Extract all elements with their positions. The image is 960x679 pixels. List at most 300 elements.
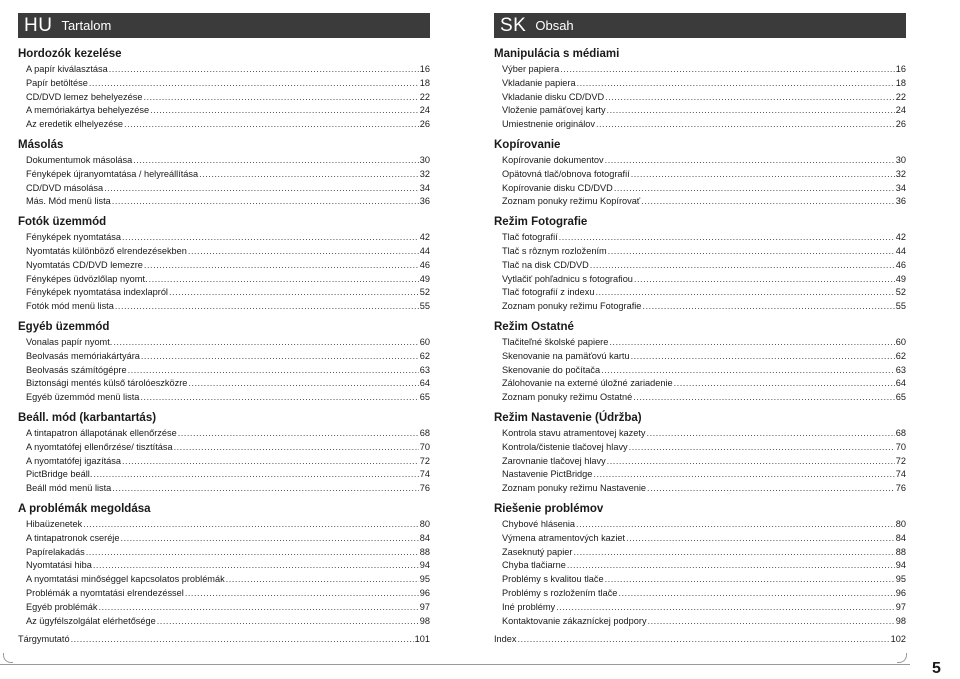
toc-entry[interactable] xyxy=(494,601,906,615)
toc-entry[interactable] xyxy=(494,77,906,91)
dot-leader xyxy=(642,300,894,314)
toc-entry[interactable] xyxy=(18,118,430,132)
dot-leader xyxy=(626,532,895,546)
toc-entry-label: CD/DVD lemez behelyezése xyxy=(26,91,143,102)
toc-index-entry[interactable] xyxy=(18,633,430,647)
toc-entry-label: Skenovanie do počítača xyxy=(502,364,601,375)
toc-entry[interactable] xyxy=(494,118,906,132)
toc-entry-label: Nastavenie PictBridge xyxy=(502,469,593,480)
toc-entry[interactable] xyxy=(494,546,906,560)
toc-entry[interactable] xyxy=(494,350,906,364)
toc-section xyxy=(494,137,906,209)
section-title: Egyéb üzemmód xyxy=(18,320,110,333)
dot-leader xyxy=(631,168,895,182)
dot-leader xyxy=(595,286,894,300)
toc-entry-page: 22 xyxy=(419,91,430,102)
dot-leader xyxy=(133,154,419,168)
toc-entry-label: Egyéb üzemmód menü lista xyxy=(26,392,140,403)
section-title: Hordozók kezelése xyxy=(18,48,122,60)
toc-entry[interactable] xyxy=(494,391,906,405)
dot-leader xyxy=(150,104,419,118)
hu-toc-column xyxy=(18,13,430,647)
toc-entry-page: 65 xyxy=(895,392,906,403)
toc-entry-label: Más. Mód menü lista xyxy=(26,196,111,207)
dot-leader xyxy=(122,231,419,245)
toc-entry[interactable] xyxy=(18,154,430,168)
toc-entry[interactable] xyxy=(494,455,906,469)
dot-leader xyxy=(115,300,419,314)
footer-corner-left xyxy=(3,653,13,663)
footer-divider xyxy=(0,664,910,665)
toc-entry[interactable] xyxy=(494,532,906,546)
section-title: Kopírovanie xyxy=(494,138,561,151)
toc-index-label: Tárgymutató xyxy=(18,634,70,645)
toc-entry[interactable] xyxy=(494,615,906,629)
toc-entry[interactable] xyxy=(494,559,906,573)
toc-entry-page: 46 xyxy=(419,259,430,270)
toc-entry-page: 42 xyxy=(419,232,430,243)
toc-entry-label: Výmena atramentových kaziet xyxy=(502,532,626,543)
dot-leader xyxy=(83,518,419,532)
dot-leader xyxy=(226,573,419,587)
dot-leader xyxy=(567,559,895,573)
toc-entry[interactable] xyxy=(494,168,906,182)
toc-entry[interactable] xyxy=(494,441,906,455)
toc-entry-page: 36 xyxy=(895,196,906,207)
toc-entry-label: Nyomtatási hiba xyxy=(26,560,92,571)
toc-entry-label: Tlač fotografií z indexu xyxy=(502,287,595,298)
toc-entry-page: 18 xyxy=(419,77,430,88)
toc-entry[interactable] xyxy=(494,364,906,378)
toc-entry-page: 84 xyxy=(895,532,906,543)
toc-entry-page: 26 xyxy=(419,119,430,130)
toc-entry-page: 70 xyxy=(419,441,430,452)
toc-entry[interactable] xyxy=(18,231,430,245)
toc-entry-page: 95 xyxy=(419,574,430,585)
toc-entry[interactable] xyxy=(18,63,430,77)
toc-entry-label: Nyomtatás különböző elrendezésekben xyxy=(26,245,187,256)
toc-entry-label: Vkladanie disku CD/DVD xyxy=(502,91,605,102)
toc-entry[interactable] xyxy=(18,364,430,378)
toc-entry-page: 34 xyxy=(419,182,430,193)
dot-leader xyxy=(71,633,414,647)
toc-entry[interactable] xyxy=(494,91,906,105)
dot-leader xyxy=(590,259,895,273)
dot-leader xyxy=(560,63,895,77)
dot-leader xyxy=(648,615,895,629)
toc-entry[interactable] xyxy=(18,286,430,300)
toc-entry-page: 88 xyxy=(419,546,430,557)
toc-entry[interactable] xyxy=(18,273,430,287)
dot-leader xyxy=(577,77,895,91)
toc-entry-page: 76 xyxy=(419,483,430,494)
toc-entry-page: 24 xyxy=(419,105,430,116)
toc-entry[interactable] xyxy=(18,546,430,560)
dot-leader xyxy=(188,245,419,259)
toc-entry[interactable] xyxy=(18,482,430,496)
dot-leader xyxy=(556,601,895,615)
toc-entry-label: Kontrola/čistenie tlačovej hlavy xyxy=(502,441,628,452)
toc-entry[interactable] xyxy=(494,182,906,196)
sk-header-banner xyxy=(494,13,906,38)
dot-leader xyxy=(605,573,895,587)
dot-leader xyxy=(647,427,895,441)
dot-leader xyxy=(124,118,419,132)
toc-entry[interactable] xyxy=(18,559,430,573)
dot-leader xyxy=(605,154,895,168)
toc-entry-page: 42 xyxy=(895,232,906,243)
dot-leader xyxy=(185,587,419,601)
toc-entry-page: 80 xyxy=(419,518,430,529)
dot-leader xyxy=(517,633,889,647)
toc-entry-page: 55 xyxy=(419,301,430,312)
toc-entry-page: 30 xyxy=(895,154,906,165)
toc-entry-label: Egyéb problémák xyxy=(26,601,98,612)
toc-section xyxy=(494,501,906,628)
toc-entry-page: 64 xyxy=(419,378,430,389)
toc-entry-label: Vkladanie papiera xyxy=(502,77,576,88)
toc-entry[interactable] xyxy=(494,427,906,441)
dot-leader xyxy=(605,91,895,105)
toc-entry-page: 16 xyxy=(895,64,906,74)
toc-entry-label: Beáll mód menü lista xyxy=(26,483,112,494)
toc-entry[interactable] xyxy=(494,154,906,168)
toc-entry-label: Az ügyfélszolgálat elérhetősége xyxy=(26,615,156,626)
toc-entry[interactable] xyxy=(494,377,906,391)
toc-section xyxy=(494,410,906,496)
toc-entry[interactable] xyxy=(494,468,906,482)
toc-entry[interactable] xyxy=(18,441,430,455)
toc-entry-page: 76 xyxy=(895,483,906,494)
toc-entry[interactable] xyxy=(18,91,430,105)
toc-entry[interactable] xyxy=(494,259,906,273)
section-title: A problémák megoldása xyxy=(18,502,151,515)
toc-index-page: 102 xyxy=(890,634,906,645)
toc-entry-page: 94 xyxy=(419,560,430,571)
dot-leader xyxy=(99,601,419,615)
toc-entry[interactable] xyxy=(494,231,906,245)
dot-leader xyxy=(174,441,419,455)
hu-toc-sections xyxy=(18,46,430,647)
toc-entry-label: Zoznam ponuky režimu Ostatné xyxy=(502,392,633,403)
dot-leader xyxy=(647,482,895,496)
section-title: Režim Nastavenie (Údržba) xyxy=(494,411,642,424)
toc-entry-label: Skenovanie na pamäťovú kartu xyxy=(502,350,630,361)
sk-toc-sections xyxy=(494,46,906,647)
toc-entry-label: Problémy s rozložením tlače xyxy=(502,587,618,598)
toc-entry-page: 94 xyxy=(895,560,906,571)
toc-entry[interactable] xyxy=(18,300,430,314)
dot-leader xyxy=(89,77,419,91)
dot-leader xyxy=(674,377,895,391)
section-title: Fotók üzemmód xyxy=(18,216,107,229)
hu-toc-title: Tartalom xyxy=(61,18,112,33)
section-title: Riešenie problémov xyxy=(494,502,604,515)
toc-entry-page: 26 xyxy=(895,119,906,130)
toc-entry-page: 70 xyxy=(895,441,906,452)
toc-section xyxy=(494,46,906,132)
section-title: Režim Ostatné xyxy=(494,320,574,333)
toc-entry[interactable] xyxy=(18,587,430,601)
toc-entry-page: 30 xyxy=(419,154,430,165)
toc-entry-label: Tlačiteľné školské papiere xyxy=(502,336,609,347)
toc-entry-page: 60 xyxy=(895,336,906,347)
toc-entry-label: Fotók mód menü lista xyxy=(26,301,114,312)
dot-leader xyxy=(641,195,895,209)
toc-entry-page: 36 xyxy=(419,196,430,207)
toc-entry-page: 68 xyxy=(419,427,430,438)
toc-entry-page: 32 xyxy=(895,168,906,179)
toc-entry[interactable] xyxy=(18,391,430,405)
toc-entry-page: 24 xyxy=(895,105,906,116)
toc-entry-label: Kontrola stavu atramentovej kazety xyxy=(502,427,646,438)
toc-entry-page: 64 xyxy=(895,378,906,389)
toc-entry-label: Kopírovanie disku CD/DVD xyxy=(502,182,613,193)
toc-entry-label: Fényképek nyomtatása xyxy=(26,232,121,243)
toc-entry-label: Vonalas papír nyomt. xyxy=(26,336,113,347)
toc-entry-label: Fényképek újranyomtatása / helyreállítása xyxy=(26,168,199,179)
dot-leader xyxy=(576,518,895,532)
toc-entry-label: Zoznam ponuky režimu Nastavenie xyxy=(502,483,647,494)
toc-entry-label: Papírelakadás xyxy=(26,546,85,557)
toc-entry-page: 18 xyxy=(895,77,906,88)
toc-entry-label: Iné problémy xyxy=(502,601,556,612)
toc-entry-label: Výber papiera xyxy=(502,64,560,74)
toc-entry-page: 44 xyxy=(895,245,906,256)
toc-entry-label: Zaseknutý papier xyxy=(502,546,573,557)
dot-leader xyxy=(178,427,419,441)
hu-language-code: HU xyxy=(24,14,53,36)
hu-header-banner xyxy=(18,13,430,38)
toc-entry-label: Hibaüzenetek xyxy=(26,518,83,529)
toc-entry[interactable] xyxy=(18,245,430,259)
toc-entry-label: Biztonsági mentés külső tárolóeszközre xyxy=(26,378,188,389)
toc-entry[interactable] xyxy=(494,482,906,496)
dot-leader xyxy=(112,195,419,209)
toc-entry[interactable] xyxy=(18,615,430,629)
toc-entry-page: 96 xyxy=(895,587,906,598)
dot-leader xyxy=(609,336,894,350)
dot-leader xyxy=(128,364,419,378)
toc-entry-page: 95 xyxy=(895,574,906,585)
dot-leader xyxy=(104,182,419,196)
toc-entry-label: A nyomtatófej igazítása xyxy=(26,455,121,466)
dot-leader xyxy=(634,273,895,287)
toc-index-label: Index xyxy=(494,634,517,645)
toc-entry-page: 72 xyxy=(895,455,906,466)
toc-entry-label: Dokumentumok másolása xyxy=(26,154,133,165)
toc-entry[interactable] xyxy=(18,350,430,364)
toc-entry[interactable] xyxy=(494,300,906,314)
toc-entry[interactable] xyxy=(18,468,430,482)
dot-leader xyxy=(113,336,418,350)
toc-entry[interactable] xyxy=(494,63,906,77)
dot-leader xyxy=(86,546,419,560)
section-title: Režim Fotografie xyxy=(494,216,588,229)
toc-entry-label: Zarovnanie tlačovej hlavy xyxy=(502,455,606,466)
dot-leader xyxy=(559,231,895,245)
toc-entry-label: Papír betöltése xyxy=(26,77,88,88)
toc-section xyxy=(494,319,906,405)
toc-section xyxy=(18,319,430,405)
toc-entry-label: Tlač fotografií xyxy=(502,232,558,243)
toc-entry-page: 97 xyxy=(419,601,430,612)
toc-entry-page: 84 xyxy=(419,532,430,543)
toc-entry-label: Beolvasás számítógépre xyxy=(26,364,127,375)
toc-section xyxy=(494,214,906,314)
sk-toc-title: Obsah xyxy=(535,18,574,33)
dot-leader xyxy=(199,168,419,182)
toc-entry-label: Kopírovanie dokumentov xyxy=(502,154,604,165)
toc-entry[interactable] xyxy=(494,573,906,587)
dot-leader xyxy=(144,259,419,273)
toc-entry-page: 52 xyxy=(419,287,430,298)
toc-entry-label: Beolvasás memóriakártyára xyxy=(26,350,140,361)
sk-toc-column xyxy=(494,13,906,647)
dot-leader xyxy=(169,286,419,300)
toc-entry-label: Problémy s kvalitou tlače xyxy=(502,574,604,585)
toc-entry-label: Tlač na disk CD/DVD xyxy=(502,259,589,270)
toc-entry-page: 74 xyxy=(419,469,430,480)
toc-entry-label: Kontaktovanie zákazníckej podpory xyxy=(502,615,647,626)
toc-entry-page: 72 xyxy=(419,455,430,466)
toc-entry[interactable] xyxy=(18,518,430,532)
toc-entry-page: 98 xyxy=(895,615,906,626)
dot-leader xyxy=(143,91,418,105)
toc-entry-label: Chybové hlásenia xyxy=(502,518,576,529)
sk-language-code: SK xyxy=(500,14,527,36)
toc-entry[interactable] xyxy=(494,587,906,601)
toc-entry-page: 16 xyxy=(419,64,430,74)
dot-leader xyxy=(596,118,895,132)
dot-leader xyxy=(601,364,895,378)
toc-entry-page: 34 xyxy=(895,182,906,193)
toc-entry-label: Vloženie pamäťovej karty xyxy=(502,105,606,116)
dot-leader xyxy=(109,63,419,77)
dot-leader xyxy=(573,546,894,560)
toc-entry[interactable] xyxy=(18,182,430,196)
toc-entry-page: 80 xyxy=(895,518,906,529)
toc-entry[interactable] xyxy=(18,259,430,273)
toc-entry-page: 49 xyxy=(895,273,906,284)
toc-entry[interactable] xyxy=(18,77,430,91)
toc-entry[interactable] xyxy=(18,336,430,350)
toc-entry-page: 22 xyxy=(895,91,906,102)
toc-section xyxy=(18,501,430,628)
toc-entry-label: Tlač s rôznym rozložením xyxy=(502,245,607,256)
toc-entry-label: Fényképek nyomtatása indexlapról xyxy=(26,287,168,298)
toc-entry[interactable] xyxy=(18,427,430,441)
toc-entry-page: 62 xyxy=(419,350,430,361)
toc-entry-page: 63 xyxy=(419,364,430,375)
toc-entry[interactable] xyxy=(18,377,430,391)
toc-section xyxy=(18,214,430,314)
toc-entry[interactable] xyxy=(18,104,430,118)
toc-entry-label: Zoznam ponuky režimu Kopírovať xyxy=(502,196,641,207)
toc-entry-label: Az eredetik elhelyezése xyxy=(26,119,124,130)
dot-leader xyxy=(112,482,418,496)
toc-entry[interactable] xyxy=(494,245,906,259)
toc-entry[interactable] xyxy=(494,286,906,300)
section-title: Másolás xyxy=(18,138,64,151)
page-number: 5 xyxy=(932,660,941,677)
dot-leader xyxy=(607,104,895,118)
toc-entry-page: 98 xyxy=(419,615,430,626)
dot-leader xyxy=(120,532,418,546)
dot-leader xyxy=(122,455,419,469)
toc-entry-page: 44 xyxy=(419,245,430,256)
toc-entry-label: Vytlačiť pohľadnicu s fotografiou xyxy=(502,273,633,284)
toc-entry-label: A tintapatron állapotának ellenőrzése xyxy=(26,427,177,438)
toc-entry-label: Chyba tlačiarne xyxy=(502,560,566,571)
dot-leader xyxy=(607,455,895,469)
toc-entry[interactable] xyxy=(494,104,906,118)
toc-entry[interactable] xyxy=(18,455,430,469)
dot-leader xyxy=(93,468,418,482)
toc-entry-label: Opätovná tlač/obnova fotografií xyxy=(502,168,630,179)
dot-leader xyxy=(141,350,419,364)
toc-entry-label: Umiestnenie originálov xyxy=(502,119,595,130)
dot-leader xyxy=(633,391,895,405)
toc-entry[interactable] xyxy=(18,601,430,615)
dot-leader xyxy=(629,441,895,455)
dot-leader xyxy=(631,350,895,364)
dot-leader xyxy=(149,273,419,287)
toc-entry[interactable] xyxy=(494,273,906,287)
toc-entry-page: 46 xyxy=(895,259,906,270)
toc-entry[interactable] xyxy=(494,336,906,350)
toc-entry-page: 97 xyxy=(895,601,906,612)
toc-entry-label: A nyomtatófej ellenőrzése/ tisztítása xyxy=(26,441,173,452)
toc-entry-label: Zoznam ponuky režimu Fotografie xyxy=(502,301,642,312)
toc-section xyxy=(18,137,430,209)
toc-entry[interactable] xyxy=(18,195,430,209)
dot-leader xyxy=(157,615,419,629)
dot-leader xyxy=(188,377,418,391)
toc-entry-page: 49 xyxy=(419,273,430,284)
section-title: Beáll. mód (karbantartás) xyxy=(18,411,157,424)
toc-index-page: 101 xyxy=(414,634,430,645)
toc-index-entry[interactable] xyxy=(494,633,906,647)
toc-entry-label: Zálohovanie na externé úložné zariadenie xyxy=(502,378,673,389)
toc-entry-page: 88 xyxy=(895,546,906,557)
dot-leader xyxy=(618,587,894,601)
dot-leader xyxy=(140,391,418,405)
toc-entry[interactable] xyxy=(18,532,430,546)
toc-entry-label: CD/DVD másolása xyxy=(26,182,104,193)
toc-entry-page: 96 xyxy=(419,587,430,598)
toc-entry[interactable] xyxy=(494,195,906,209)
toc-entry-page: 68 xyxy=(895,427,906,438)
dot-leader xyxy=(608,245,895,259)
toc-entry[interactable] xyxy=(494,518,906,532)
toc-entry[interactable] xyxy=(18,573,430,587)
toc-entry-label: PictBridge beáll. xyxy=(26,469,93,480)
toc-entry-page: 74 xyxy=(895,469,906,480)
toc-entry-label: Fényképes üdvözlőlap nyomt. xyxy=(26,273,148,284)
toc-entry-label: A memóriakártya behelyezése xyxy=(26,105,150,116)
toc-entry-label: A nyomtatási minőséggel kapcsolatos problémák xyxy=(26,574,225,585)
toc-entry-page: 63 xyxy=(895,364,906,375)
toc-entry-page: 55 xyxy=(895,301,906,312)
footer-corner-right xyxy=(897,653,907,663)
toc-entry-page: 65 xyxy=(419,392,430,403)
section-title: Manipulácia s médiami xyxy=(494,48,620,60)
toc-entry-page: 52 xyxy=(895,287,906,298)
toc-entry[interactable] xyxy=(18,168,430,182)
toc-entry-page: 32 xyxy=(419,168,430,179)
toc-entry-label: A papír kiválasztása xyxy=(26,64,108,74)
